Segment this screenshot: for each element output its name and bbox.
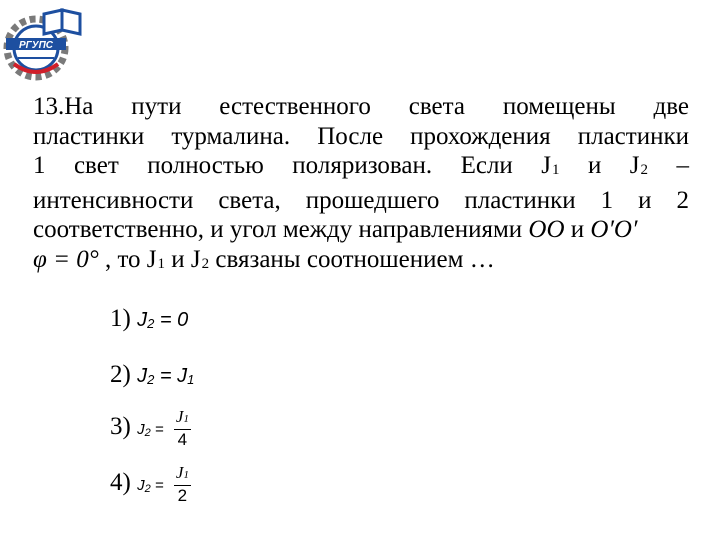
book-icon (44, 10, 80, 34)
direction-o-prime-o-prime: O′O′ (590, 216, 638, 243)
question-line-6: φ = 0° , то J1 и J2 связаны соотношением … (33, 245, 495, 273)
angle-formula: φ = 0° (33, 245, 99, 273)
question-text (33, 92, 689, 279)
question-line-5: соответственно, и угол между направлениями OO и O′O′ (33, 216, 638, 243)
question-line-4: интенсивности света, прошедшего пластинки 1 и 2 (33, 186, 689, 214)
answer-option-3[interactable]: 3) J2 = $\frac{J1}{4}$ (110, 407, 189, 449)
fraction-j1-over-4: $\frac{J1}{4}$ (175, 407, 189, 449)
logo-text: РГУПС (19, 40, 53, 51)
university-logo (0, 0, 84, 90)
answer-option-1[interactable]: 1) J2 = 0 (110, 305, 189, 332)
direction-oo: OO (528, 216, 565, 243)
answer-option-4[interactable]: 4) J2 = $\frac{J1}{2}$ (110, 463, 189, 505)
fraction-j1-over-2: $\frac{J1}{2}$ (175, 463, 189, 505)
question-line-2: пластинки турмалина. После прохождения пластинки (33, 122, 689, 150)
question-line-1: 13.На пути естественного света помещены две (33, 93, 689, 120)
question-line-3: 1 свет полностью поляризован. Если J1 и J2 – (33, 152, 690, 179)
answer-option-2[interactable]: 2) J2 = J1 (110, 361, 195, 388)
